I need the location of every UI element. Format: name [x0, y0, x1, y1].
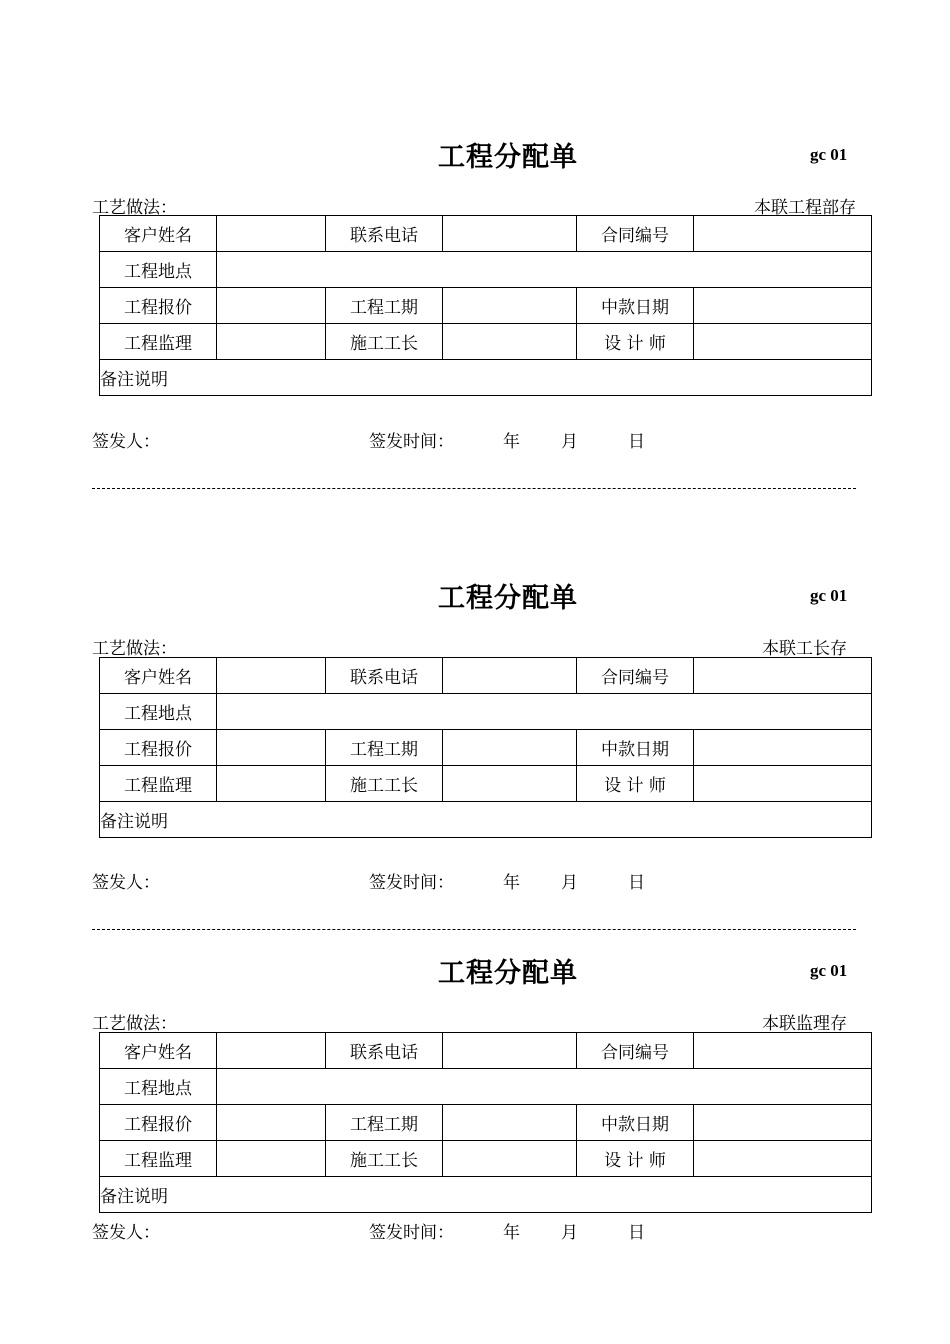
table-row: [100, 1033, 872, 1069]
foreman-field[interactable]: [443, 766, 577, 802]
customer-name-field[interactable]: [217, 216, 326, 252]
table-row: [100, 216, 872, 252]
year-label: 年: [503, 873, 520, 893]
duration-label: 工程工期: [326, 1105, 443, 1141]
table-row: [100, 1069, 872, 1105]
duration-field[interactable]: [443, 730, 577, 766]
cut-line: [92, 929, 856, 930]
phone-field[interactable]: [443, 216, 577, 252]
contract-no-field[interactable]: [694, 1033, 872, 1069]
remarks-label: 备注说明: [100, 812, 168, 832]
craft-label: 工艺做法：: [92, 1014, 177, 1034]
month-label: 月: [561, 873, 578, 893]
contract-no-label: 合同编号: [577, 1033, 694, 1069]
contract-no-field[interactable]: [694, 658, 872, 694]
quote-field[interactable]: [217, 1105, 326, 1141]
year-label: 年: [503, 1223, 520, 1243]
phone-label: 联系电话: [326, 658, 443, 694]
quote-field[interactable]: [217, 288, 326, 324]
copy-label: 本联工程部存: [754, 198, 856, 218]
mid-payment-date-label: 中款日期: [577, 288, 694, 324]
supervisor-label: 工程监理: [100, 1141, 217, 1177]
table-row: [100, 1141, 872, 1177]
mid-payment-date-field[interactable]: [694, 730, 872, 766]
duration-field[interactable]: [443, 288, 577, 324]
day-label: 日: [628, 1223, 645, 1243]
form-table: [99, 657, 872, 838]
site-label: 工程地点: [100, 1069, 217, 1105]
designer-field[interactable]: [694, 766, 872, 802]
contract-no-field[interactable]: [694, 216, 872, 252]
site-field[interactable]: [217, 694, 872, 730]
cut-line: [92, 488, 856, 489]
signer-label: 签发人：: [92, 873, 160, 893]
table-row: [100, 1177, 872, 1213]
table-row: [100, 324, 872, 360]
table-row: [100, 1105, 872, 1141]
supervisor-field[interactable]: [217, 324, 326, 360]
supervisor-field[interactable]: [217, 766, 326, 802]
sign-time-label: 签发时间：: [369, 432, 454, 452]
copy-label: 本联工长存: [762, 639, 847, 659]
duration-label: 工程工期: [326, 288, 443, 324]
form-table: [99, 1032, 872, 1213]
form-code: gc 01: [810, 586, 848, 605]
craft-label: 工艺做法：: [92, 639, 177, 659]
designer-label: 设 计 师: [577, 324, 694, 360]
foreman-field[interactable]: [443, 1141, 577, 1177]
designer-label: 设 计 师: [577, 766, 694, 802]
mid-payment-date-field[interactable]: [694, 1105, 872, 1141]
form-title: 工程分配单: [438, 583, 578, 614]
remarks-field[interactable]: [100, 802, 872, 838]
day-label: 日: [628, 432, 645, 452]
site-field[interactable]: [217, 252, 872, 288]
form-code: gc 01: [810, 145, 848, 164]
customer-name-label: 客户姓名: [100, 216, 217, 252]
sign-time-label: 签发时间：: [369, 873, 454, 893]
customer-name-label: 客户姓名: [100, 658, 217, 694]
contract-no-label: 合同编号: [577, 216, 694, 252]
foreman-label: 施工工长: [326, 1141, 443, 1177]
foreman-label: 施工工长: [326, 324, 443, 360]
foreman-field[interactable]: [443, 324, 577, 360]
table-row: [100, 766, 872, 802]
table-row: [100, 360, 872, 396]
remarks-label: 备注说明: [100, 370, 168, 390]
form-title: 工程分配单: [438, 958, 578, 989]
phone-field[interactable]: [443, 658, 577, 694]
supervisor-field[interactable]: [217, 1141, 326, 1177]
site-label: 工程地点: [100, 694, 217, 730]
month-label: 月: [561, 432, 578, 452]
table-row: [100, 252, 872, 288]
year-label: 年: [503, 432, 520, 452]
signer-label: 签发人：: [92, 1223, 160, 1243]
table-row: [100, 802, 872, 838]
phone-label: 联系电话: [326, 216, 443, 252]
phone-label: 联系电话: [326, 1033, 443, 1069]
mid-payment-date-label: 中款日期: [577, 730, 694, 766]
supervisor-label: 工程监理: [100, 324, 217, 360]
quote-field[interactable]: [217, 730, 326, 766]
customer-name-field[interactable]: [217, 658, 326, 694]
quote-label: 工程报价: [100, 730, 217, 766]
craft-label: 工艺做法：: [92, 198, 177, 218]
customer-name-field[interactable]: [217, 1033, 326, 1069]
form-table: [99, 215, 872, 396]
remarks-label: 备注说明: [100, 1187, 168, 1207]
designer-field[interactable]: [694, 1141, 872, 1177]
mid-payment-date-field[interactable]: [694, 288, 872, 324]
site-field[interactable]: [217, 1069, 872, 1105]
remarks-field[interactable]: [100, 1177, 872, 1213]
mid-payment-date-label: 中款日期: [577, 1105, 694, 1141]
designer-field[interactable]: [694, 324, 872, 360]
copy-label: 本联监理存: [762, 1014, 847, 1034]
phone-field[interactable]: [443, 1033, 577, 1069]
table-row: [100, 730, 872, 766]
month-label: 月: [561, 1223, 578, 1243]
duration-field[interactable]: [443, 1105, 577, 1141]
quote-label: 工程报价: [100, 1105, 217, 1141]
table-row: [100, 658, 872, 694]
designer-label: 设 计 师: [577, 1141, 694, 1177]
day-label: 日: [628, 873, 645, 893]
remarks-field[interactable]: [100, 360, 872, 396]
foreman-label: 施工工长: [326, 766, 443, 802]
supervisor-label: 工程监理: [100, 766, 217, 802]
signer-label: 签发人：: [92, 432, 160, 452]
site-label: 工程地点: [100, 252, 217, 288]
sign-time-label: 签发时间：: [369, 1223, 454, 1243]
form-title: 工程分配单: [438, 142, 578, 173]
table-row: [100, 694, 872, 730]
contract-no-label: 合同编号: [577, 658, 694, 694]
duration-label: 工程工期: [326, 730, 443, 766]
table-row: [100, 288, 872, 324]
quote-label: 工程报价: [100, 288, 217, 324]
form-code: gc 01: [810, 961, 848, 980]
customer-name-label: 客户姓名: [100, 1033, 217, 1069]
